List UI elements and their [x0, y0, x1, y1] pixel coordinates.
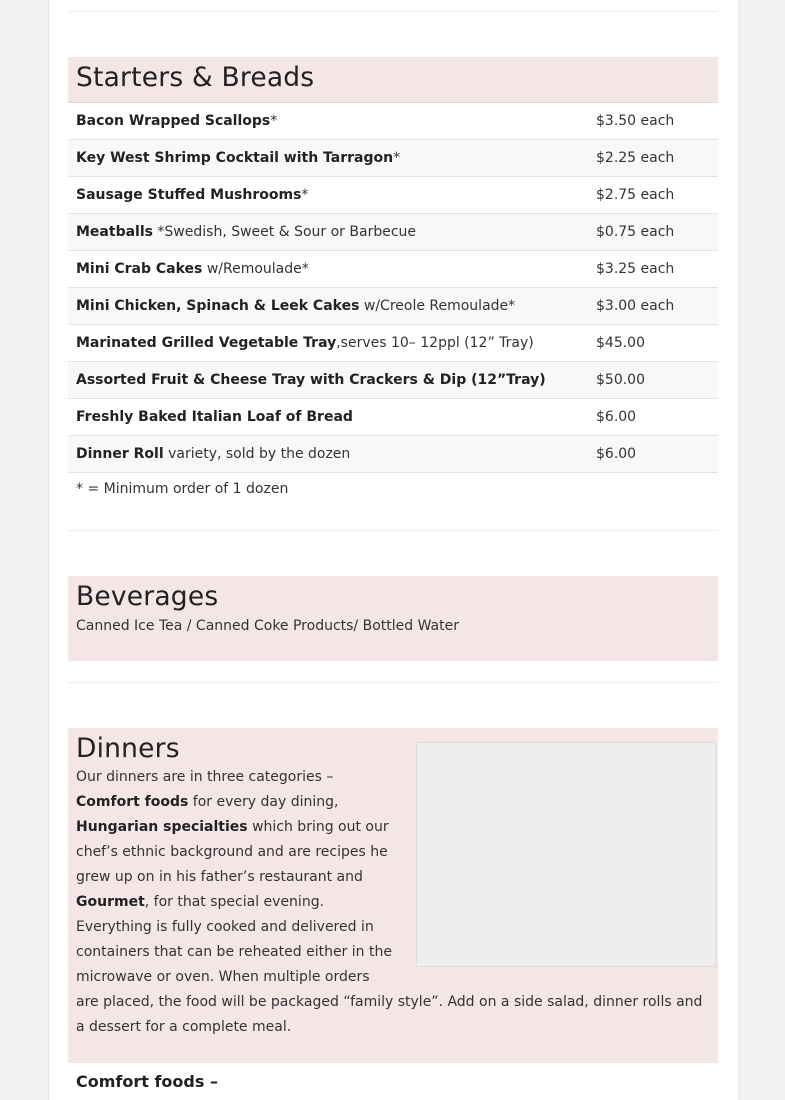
divider [68, 682, 718, 683]
item-desc: w/Remoulade* [202, 261, 309, 277]
menu-row [68, 214, 718, 251]
item-price: $0.75 each [596, 224, 675, 240]
item-desc: ,serves 10– 12ppl (12” Tray) [336, 335, 534, 351]
starters-header [68, 57, 718, 103]
item-name: Marinated Grilled Vegetable Tray [76, 335, 337, 351]
menu-row [68, 362, 718, 399]
divider [68, 11, 718, 12]
dinners-section [68, 728, 718, 1063]
menu-row [68, 325, 718, 362]
starters-table [68, 103, 718, 473]
item-price: $3.25 each [596, 261, 675, 277]
item-name: Freshly Baked Italian Loaf of Bread [76, 409, 353, 425]
menu-row [68, 140, 718, 177]
item-desc: w/Creole Remoulade* [359, 298, 516, 314]
minimum-order-note: * = Minimum order of 1 dozen [76, 481, 289, 497]
item-name: Sausage Stuffed Mushrooms [76, 187, 302, 203]
menu-row [68, 436, 718, 473]
comfort-foods-heading: Comfort foods – [76, 1072, 218, 1091]
item-name: Mini Crab Cakes [76, 261, 203, 277]
beverages-text: Canned Ice Tea / Canned Coke Products/ Bottled Water [76, 618, 459, 634]
item-price: $50.00 [596, 372, 645, 388]
item-name: Dinner Roll [76, 446, 164, 462]
item-name: Meatballs [76, 224, 153, 240]
item-desc: * [301, 187, 309, 203]
starters-title: Starters & Breads [76, 62, 315, 93]
item-desc: * [393, 150, 401, 166]
menu-row [68, 399, 718, 436]
item-price: $45.00 [596, 335, 645, 351]
item-price: $6.00 [596, 446, 637, 462]
item-price: $3.00 each [596, 298, 675, 314]
item-price: $2.75 each [596, 187, 675, 203]
item-price: $2.25 each [596, 150, 675, 166]
item-name: Mini Chicken, Spinach & Leek Cakes [76, 298, 360, 314]
dinners-description: Our dinners are in three categories – Comfort foods for every day dining, Hungarian specialties which bring out our chef’s ethnic background and are recipes he grew up on in his father’s restaurant and Gourmet, for that special evening. Everything is fully cooked and delivered in containers that can be reheated either in the microwave or oven. When multiple orders are placed, the food will be packaged “family style”. Add on a side salad, dinner rolls and a dessert for a complete meal. [76, 765, 708, 1040]
dinner-image-placeholder [416, 742, 716, 967]
menu-row [68, 251, 718, 288]
beverages-title: Beverages [76, 581, 219, 612]
menu-row [68, 103, 718, 140]
item-name: Assorted Fruit & Cheese Tray with Crackers & Dip (12”Tray) [76, 372, 546, 388]
divider [68, 530, 718, 531]
item-desc: variety, sold by the dozen [163, 446, 351, 462]
page-content [48, 0, 739, 1100]
beverages-section [68, 576, 718, 661]
item-desc: * [270, 113, 278, 129]
item-price: $3.50 each [596, 113, 675, 129]
item-desc: *Swedish, Sweet & Sour or Barbecue [152, 224, 417, 240]
item-name: Key West Shrimp Cocktail with Tarragon [76, 150, 394, 166]
menu-row [68, 288, 718, 325]
item-name: Bacon Wrapped Scallops [76, 113, 271, 129]
menu-row [68, 177, 718, 214]
item-price: $6.00 [596, 409, 637, 425]
dinners-title: Dinners [76, 733, 180, 764]
